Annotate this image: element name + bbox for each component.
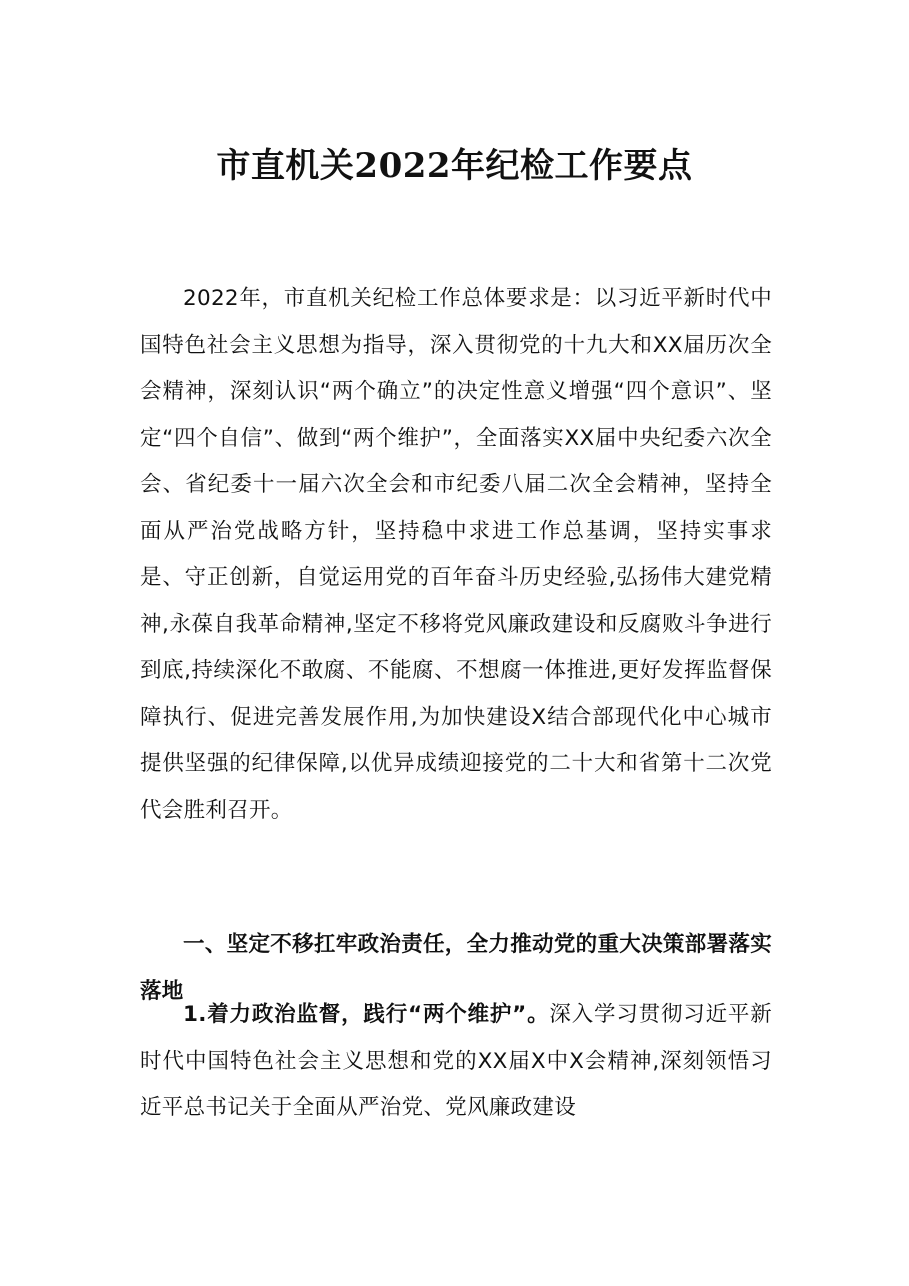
item-paragraph bbox=[140, 992, 772, 1132]
section-heading: 一、坚定不移扛牢政治责任，全力推动党的重大决策部署落实落地 bbox=[140, 932, 772, 1004]
item-body-text: 深入学习贯彻习近平新时代中国特色社会主义思想和党的XX届X中X会精神,深刻领悟习近平总书记关于全面从严治党、党风廉政建设 bbox=[140, 1002, 772, 1120]
intro-paragraph: 2022年，市直机关纪检工作总体要求是：以习近平新时代中国特色社会主义思想为指导，深入贯彻党的十九大和XX届历次全会精神，深刻认识“两个确立”的决定性意义增强“四个意识”、坚定“四个自信”、做到“两个维护”，全面落实XX届中央纪委六次全会、省纪委十一届六次全会和市纪委八届二次全会精神，坚持全面从严治党战略方针，坚持稳中求进工作总基调，坚持实事求是、守正创新，自觉运用党的百年奋斗历史经验,弘扬伟大建党精神,永葆自我革命精神,坚定不移将党风廉政建设和反腐败斗争进行到底,持续深化不敢腐、不能腐、不想腐一体推进,更好发挥监督保障执行、促进完善发展作用,为加快建设X结合部现代化中心城市提供坚强的纪律保障,以优异成绩迎接党的二十大和省第十二次党代会胜利召开。 bbox=[140, 286, 772, 823]
item-lead-text: 1.着力政治监督，践行“两个维护”。 bbox=[183, 1002, 550, 1027]
page-title: 市直机关2022年纪检工作要点 bbox=[216, 146, 693, 186]
